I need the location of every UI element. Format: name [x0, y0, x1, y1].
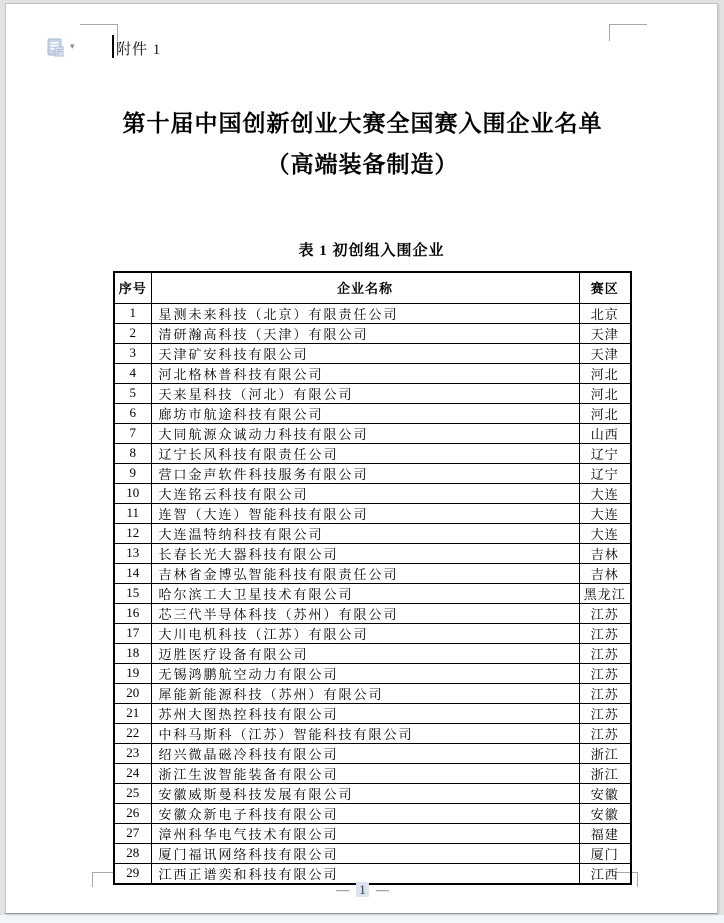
cell-company-name: 苏州大图热控科技有限公司 — [151, 703, 579, 723]
cell-serial-number: 17 — [114, 623, 151, 643]
cell-serial-number: 27 — [114, 823, 151, 843]
cell-region: 福建 — [579, 823, 631, 843]
cell-company-name: 迈胜医疗设备有限公司 — [151, 643, 579, 663]
table-row — [114, 823, 631, 843]
cell-region: 天津 — [579, 323, 631, 343]
table-header-row — [114, 272, 631, 303]
cell-company-name: 大连温特纳科技有限公司 — [151, 523, 579, 543]
cell-serial-number: 24 — [114, 763, 151, 783]
cell-serial-number: 1 — [114, 303, 151, 323]
table-row — [114, 863, 631, 884]
cell-serial-number: 15 — [114, 583, 151, 603]
cell-region: 江苏 — [579, 643, 631, 663]
table-row — [114, 723, 631, 743]
table-row — [114, 463, 631, 483]
cell-region: 江苏 — [579, 723, 631, 743]
cell-company-name: 厦门福讯网络科技有限公司 — [151, 843, 579, 863]
cell-region: 厦门 — [579, 843, 631, 863]
cell-region: 大连 — [579, 503, 631, 523]
table-row — [114, 323, 631, 343]
cell-region: 大连 — [579, 483, 631, 503]
cell-company-name: 犀能新能源科技（苏州）有限公司 — [151, 683, 579, 703]
cell-company-name: 辽宁长风科技有限责任公司 — [151, 443, 579, 463]
cell-serial-number: 11 — [114, 503, 151, 523]
cell-company-name: 中科马斯科（江苏）智能科技有限公司 — [151, 723, 579, 743]
cell-region: 河北 — [579, 363, 631, 383]
table-row — [114, 683, 631, 703]
column-header-company-name: 企业名称 — [151, 272, 579, 303]
cell-region: 大连 — [579, 523, 631, 543]
cell-company-name: 无锡鸿鹏航空动力有限公司 — [151, 663, 579, 683]
cell-serial-number: 6 — [114, 403, 151, 423]
margin-mark-top-right — [609, 24, 647, 41]
table-row — [114, 783, 631, 803]
cell-serial-number: 23 — [114, 743, 151, 763]
document-title — [6, 103, 719, 185]
cell-company-name: 吉林省金博弘智能科技有限责任公司 — [151, 563, 579, 583]
cell-serial-number: 19 — [114, 663, 151, 683]
cell-company-name: 安徽众新电子科技有限公司 — [151, 803, 579, 823]
table-row — [114, 303, 631, 323]
attachment-label: 附件 1 — [116, 42, 162, 58]
cell-serial-number: 4 — [114, 363, 151, 383]
text-cursor — [112, 35, 114, 58]
table-row — [114, 603, 631, 623]
cell-company-name: 天来星科技（河北）有限公司 — [151, 383, 579, 403]
table-row — [114, 483, 631, 503]
cell-company-name: 星测未来科技（北京）有限责任公司 — [151, 303, 579, 323]
cell-serial-number: 18 — [114, 643, 151, 663]
cell-region: 山西 — [579, 423, 631, 443]
cell-serial-number: 7 — [114, 423, 151, 443]
column-header-no: 序号 — [114, 272, 151, 303]
table-row — [114, 543, 631, 563]
cell-company-name: 哈尔滨工大卫星技术有限公司 — [151, 583, 579, 603]
cell-company-name: 绍兴微晶磁冷科技有限公司 — [151, 743, 579, 763]
document-title-line2: （高端装备制造） — [266, 151, 459, 177]
cell-region: 辽宁 — [579, 463, 631, 483]
table-row — [114, 643, 631, 663]
table-row — [114, 403, 631, 423]
cell-region: 江苏 — [579, 663, 631, 683]
chevron-down-icon: ▾ — [70, 42, 75, 52]
table-row — [114, 623, 631, 643]
cell-serial-number: 9 — [114, 463, 151, 483]
cell-region: 吉林 — [579, 563, 631, 583]
cell-region: 天津 — [579, 343, 631, 363]
table-row — [114, 363, 631, 383]
cell-serial-number: 10 — [114, 483, 151, 503]
cell-company-name: 连智（大连）智能科技有限公司 — [151, 503, 579, 523]
cell-region: 江苏 — [579, 703, 631, 723]
footer-dash-left: — — [336, 882, 350, 897]
cell-region: 江苏 — [579, 683, 631, 703]
cell-serial-number: 5 — [114, 383, 151, 403]
footer-dash-right: — — [375, 882, 389, 897]
paste-options-button[interactable] — [46, 37, 82, 59]
cell-serial-number: 21 — [114, 703, 151, 723]
cell-region: 安徽 — [579, 803, 631, 823]
document-page[interactable] — [5, 3, 718, 914]
cell-region: 吉林 — [579, 543, 631, 563]
cell-serial-number: 8 — [114, 443, 151, 463]
table-row — [114, 743, 631, 763]
cell-company-name: 大连铭云科技有限公司 — [151, 483, 579, 503]
cell-region: 浙江 — [579, 743, 631, 763]
cell-region: 江苏 — [579, 623, 631, 643]
cell-region: 河北 — [579, 403, 631, 423]
table-row — [114, 703, 631, 723]
table-row — [114, 843, 631, 863]
cell-company-name: 浙江生波智能装备有限公司 — [151, 763, 579, 783]
cell-region: 江西 — [579, 863, 631, 884]
cell-region: 辽宁 — [579, 443, 631, 463]
cell-serial-number: 25 — [114, 783, 151, 803]
table-row — [114, 343, 631, 363]
page-footer — [6, 882, 719, 898]
table-row — [114, 523, 631, 543]
cell-serial-number: 3 — [114, 343, 151, 363]
cell-company-name: 清研瀚高科技（天津）有限公司 — [151, 323, 579, 343]
column-header-region: 赛区 — [579, 272, 631, 303]
cell-company-name: 廊坊市航途科技有限公司 — [151, 403, 579, 423]
enterprise-table — [113, 271, 632, 885]
table-row — [114, 763, 631, 783]
table-row — [114, 803, 631, 823]
cell-serial-number: 12 — [114, 523, 151, 543]
page-gap — [0, 915, 724, 923]
cell-company-name: 大同航源众诚动力科技有限公司 — [151, 423, 579, 443]
table-row — [114, 663, 631, 683]
table-row — [114, 503, 631, 523]
table-row — [114, 583, 631, 603]
document-title-line1: 第十届中国创新创业大赛全国赛入围企业名单 — [122, 110, 603, 136]
cell-region: 北京 — [579, 303, 631, 323]
table-row — [114, 443, 631, 463]
cell-company-name: 芯三代半导体科技（苏州）有限公司 — [151, 603, 579, 623]
cell-region: 黑龙江 — [579, 583, 631, 603]
cell-region: 安徽 — [579, 783, 631, 803]
cell-company-name: 大川电机科技（江苏）有限公司 — [151, 623, 579, 643]
table-row — [114, 383, 631, 403]
table-row — [114, 423, 631, 443]
cell-serial-number: 16 — [114, 603, 151, 623]
cell-region: 浙江 — [579, 763, 631, 783]
page-number: 1 — [356, 882, 369, 897]
cell-serial-number: 22 — [114, 723, 151, 743]
cell-company-name: 安徽威斯曼科技发展有限公司 — [151, 783, 579, 803]
cell-serial-number: 28 — [114, 843, 151, 863]
cell-company-name: 漳州科华电气技术有限公司 — [151, 823, 579, 843]
table-caption: 表 1 初创组入围企业 — [298, 243, 445, 259]
cell-company-name: 江西正谱奕和科技有限公司 — [151, 863, 579, 884]
cell-company-name: 营口金声软件科技服务有限公司 — [151, 463, 579, 483]
cell-serial-number: 14 — [114, 563, 151, 583]
cell-serial-number: 13 — [114, 543, 151, 563]
cell-region: 江苏 — [579, 603, 631, 623]
cell-company-name: 长春长光大器科技有限公司 — [151, 543, 579, 563]
cell-company-name: 河北格林普科技有限公司 — [151, 363, 579, 383]
cell-serial-number: 26 — [114, 803, 151, 823]
cell-serial-number: 20 — [114, 683, 151, 703]
cell-region: 河北 — [579, 383, 631, 403]
cell-serial-number: 2 — [114, 323, 151, 343]
cell-company-name: 天津矿安科技有限公司 — [151, 343, 579, 363]
cell-serial-number: 29 — [114, 863, 151, 884]
table-row — [114, 563, 631, 583]
